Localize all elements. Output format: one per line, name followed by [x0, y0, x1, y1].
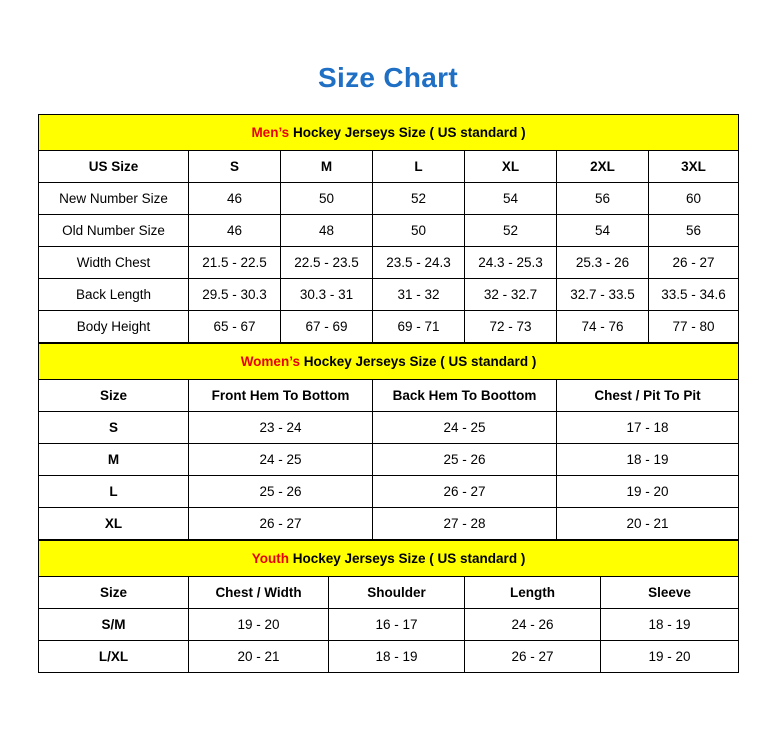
youth-row-1-cell-2: 18 - 19	[329, 641, 465, 673]
mens-row-3-cell-1: 29.5 - 30.3	[189, 279, 281, 311]
youth-row-0-label: S/M	[39, 609, 189, 641]
womens-row-2-label: L	[39, 476, 189, 508]
womens-row-1-label: M	[39, 444, 189, 476]
youth-heading-rest: Hockey Jerseys Size ( US standard )	[288, 551, 526, 566]
mens-row-4-cell-6: 77 - 80	[649, 311, 739, 343]
table-row	[39, 609, 739, 641]
table-row	[39, 444, 739, 476]
mens-row-2-cell-4: 24.3 - 25.3	[465, 247, 557, 279]
mens-row-0-cell-2: 50	[281, 183, 373, 215]
womens-header-row	[39, 380, 739, 412]
mens-row-4-cell-2: 67 - 69	[281, 311, 373, 343]
youth-row-0-cell-2: 16 - 17	[329, 609, 465, 641]
womens-row-2-cell-3: 19 - 20	[557, 476, 739, 508]
youth-row-1-cell-4: 19 - 20	[601, 641, 739, 673]
youth-section-heading-row	[39, 541, 739, 577]
size-chart-tables	[38, 114, 738, 673]
mens-row-0-cell-1: 46	[189, 183, 281, 215]
table-row	[39, 476, 739, 508]
mens-heading-rest: Hockey Jerseys Size ( US standard )	[289, 125, 526, 140]
womens-section-heading	[39, 344, 739, 380]
womens-col-head-1: Front Hem To Bottom	[189, 380, 373, 412]
youth-row-0-cell-1: 19 - 20	[189, 609, 329, 641]
mens-row-1-cell-5: 54	[557, 215, 649, 247]
table-row	[39, 311, 739, 343]
mens-row-0-cell-3: 52	[373, 183, 465, 215]
mens-col-head-1: S	[189, 151, 281, 183]
size-chart-page	[0, 62, 776, 754]
mens-row-2-cell-5: 25.3 - 26	[557, 247, 649, 279]
womens-row-1-cell-3: 18 - 19	[557, 444, 739, 476]
womens-row-0-cell-2: 24 - 25	[373, 412, 557, 444]
mens-row-3-cell-2: 30.3 - 31	[281, 279, 373, 311]
youth-col-head-2: Shoulder	[329, 577, 465, 609]
mens-row-1-label: Old Number Size	[39, 215, 189, 247]
table-row	[39, 641, 739, 673]
youth-col-head-3: Length	[465, 577, 601, 609]
mens-row-0-cell-5: 56	[557, 183, 649, 215]
mens-row-3-label: Back Length	[39, 279, 189, 311]
mens-row-4-label: Body Height	[39, 311, 189, 343]
mens-col-head-5: 2XL	[557, 151, 649, 183]
womens-row-1-cell-2: 25 - 26	[373, 444, 557, 476]
mens-section-heading-row	[39, 115, 739, 151]
womens-row-2-cell-2: 26 - 27	[373, 476, 557, 508]
womens-heading-accent: Women’s	[240, 354, 300, 369]
mens-row-1-cell-4: 52	[465, 215, 557, 247]
page-title: Size Chart	[318, 62, 458, 93]
mens-row-1-cell-2: 48	[281, 215, 373, 247]
mens-row-4-cell-5: 74 - 76	[557, 311, 649, 343]
youth-header-row	[39, 577, 739, 609]
mens-row-0-cell-6: 60	[649, 183, 739, 215]
womens-size-table	[38, 343, 739, 540]
table-row	[39, 508, 739, 540]
womens-row-2-cell-1: 25 - 26	[189, 476, 373, 508]
womens-row-0-label: S	[39, 412, 189, 444]
womens-row-1-cell-1: 24 - 25	[189, 444, 373, 476]
womens-row-0-cell-1: 23 - 24	[189, 412, 373, 444]
mens-size-table	[38, 114, 739, 343]
womens-row-3-label: XL	[39, 508, 189, 540]
mens-row-3-cell-5: 32.7 - 33.5	[557, 279, 649, 311]
mens-row-1-cell-3: 50	[373, 215, 465, 247]
mens-col-head-6: 3XL	[649, 151, 739, 183]
table-row	[39, 412, 739, 444]
mens-row-3-cell-3: 31 - 32	[373, 279, 465, 311]
mens-row-3-cell-4: 32 - 32.7	[465, 279, 557, 311]
womens-col-head-3: Chest / Pit To Pit	[557, 380, 739, 412]
mens-row-3-cell-6: 33.5 - 34.6	[649, 279, 739, 311]
youth-row-1-label: L/XL	[39, 641, 189, 673]
womens-col-head-0: Size	[39, 380, 189, 412]
table-row	[39, 183, 739, 215]
mens-row-2-cell-1: 21.5 - 22.5	[189, 247, 281, 279]
youth-row-1-cell-3: 26 - 27	[465, 641, 601, 673]
mens-header-row	[39, 151, 739, 183]
youth-row-0-cell-3: 24 - 26	[465, 609, 601, 641]
table-row	[39, 279, 739, 311]
youth-row-0-cell-4: 18 - 19	[601, 609, 739, 641]
mens-row-2-label: Width Chest	[39, 247, 189, 279]
table-row	[39, 215, 739, 247]
womens-heading-rest: Hockey Jerseys Size ( US standard )	[299, 354, 537, 369]
table-row	[39, 247, 739, 279]
mens-row-4-cell-1: 65 - 67	[189, 311, 281, 343]
mens-row-2-cell-6: 26 - 27	[649, 247, 739, 279]
mens-col-head-0: US Size	[39, 151, 189, 183]
mens-row-4-cell-3: 69 - 71	[373, 311, 465, 343]
womens-row-3-cell-3: 20 - 21	[557, 508, 739, 540]
mens-row-0-cell-4: 54	[465, 183, 557, 215]
mens-col-head-2: M	[281, 151, 373, 183]
mens-row-4-cell-4: 72 - 73	[465, 311, 557, 343]
womens-row-3-cell-1: 26 - 27	[189, 508, 373, 540]
mens-heading-accent: Men’s	[251, 125, 290, 140]
mens-row-0-label: New Number Size	[39, 183, 189, 215]
youth-section-heading	[39, 541, 739, 577]
mens-section-heading	[39, 115, 739, 151]
youth-size-table	[38, 540, 739, 673]
youth-col-head-1: Chest / Width	[189, 577, 329, 609]
youth-heading-accent: Youth	[251, 551, 289, 566]
mens-row-1-cell-1: 46	[189, 215, 281, 247]
mens-row-2-cell-2: 22.5 - 23.5	[281, 247, 373, 279]
mens-row-2-cell-3: 23.5 - 24.3	[373, 247, 465, 279]
mens-row-1-cell-6: 56	[649, 215, 739, 247]
mens-col-head-3: L	[373, 151, 465, 183]
youth-col-head-0: Size	[39, 577, 189, 609]
womens-col-head-2: Back Hem To Boottom	[373, 380, 557, 412]
mens-col-head-4: XL	[465, 151, 557, 183]
youth-col-head-4: Sleeve	[601, 577, 739, 609]
womens-row-0-cell-3: 17 - 18	[557, 412, 739, 444]
womens-row-3-cell-2: 27 - 28	[373, 508, 557, 540]
womens-section-heading-row	[39, 344, 739, 380]
youth-row-1-cell-1: 20 - 21	[189, 641, 329, 673]
